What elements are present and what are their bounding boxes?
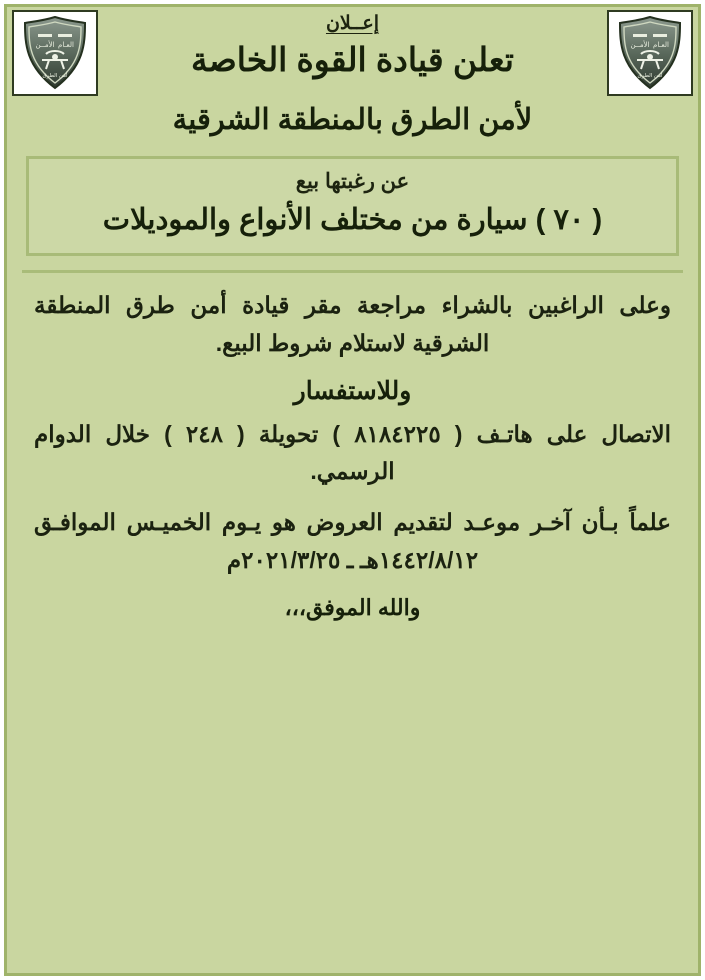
announcement-word: إعــلان — [325, 13, 380, 34]
sale-announcement-box — [26, 156, 679, 257]
inquiry-heading: وللاستفسار — [293, 376, 412, 405]
paragraph-deadline: علماً بـأن آخـر موعـد لتقديم العروض هو يـوم الخميـس الموافـق ١٤٤٢/٨/١٢هـ ـ ٢٠٢١/٣/٢٥م — [34, 509, 671, 573]
svg-text:الأمــن: الأمــن — [35, 41, 55, 49]
svg-text:الأمــن: الأمــن — [630, 41, 650, 49]
title-line-1: تعلن قيادة القوة الخاصة — [191, 41, 514, 78]
paragraph-instructions: وعلى الراغبين بالشراء مراجعة مقر قيادة أمن طرق المنطقة الشرقية لاستلام شروط البيع. — [34, 292, 671, 356]
poster-body — [4, 273, 701, 635]
bottom-spacer — [34, 621, 671, 635]
header-text-block — [98, 10, 607, 81]
emblem-left-frame — [12, 10, 98, 96]
svg-text:العـام: العـام — [653, 41, 669, 49]
title-line-2: لأمن الطرق بالمنطقة الشرقية — [172, 104, 533, 136]
saudi-road-security-emblem-icon — [611, 14, 689, 92]
saudi-road-security-emblem-icon — [16, 14, 94, 92]
svg-text:العـام: العـام — [58, 41, 74, 49]
sale-quantity-text: ( ٧٠ ) سيارة من مختلف الأنواع والموديلات — [102, 203, 603, 236]
poster-header — [4, 4, 701, 96]
svg-text:أمن الطرق: أمن الطرق — [637, 73, 663, 79]
paragraph-contact: الاتصال على هاتـف ( ٨١٨٤٢٢٥ ) تحويلة ( ٢٤٨ ) خلال الدوام الرسمي. — [34, 420, 671, 485]
svg-text:أمن الطرق: أمن الطرق — [42, 73, 68, 79]
closing-phrase: والله الموفق،،، — [284, 594, 421, 620]
emblem-right-frame — [607, 10, 693, 96]
sale-intro-text: عن رغبتها بيع — [295, 169, 410, 193]
